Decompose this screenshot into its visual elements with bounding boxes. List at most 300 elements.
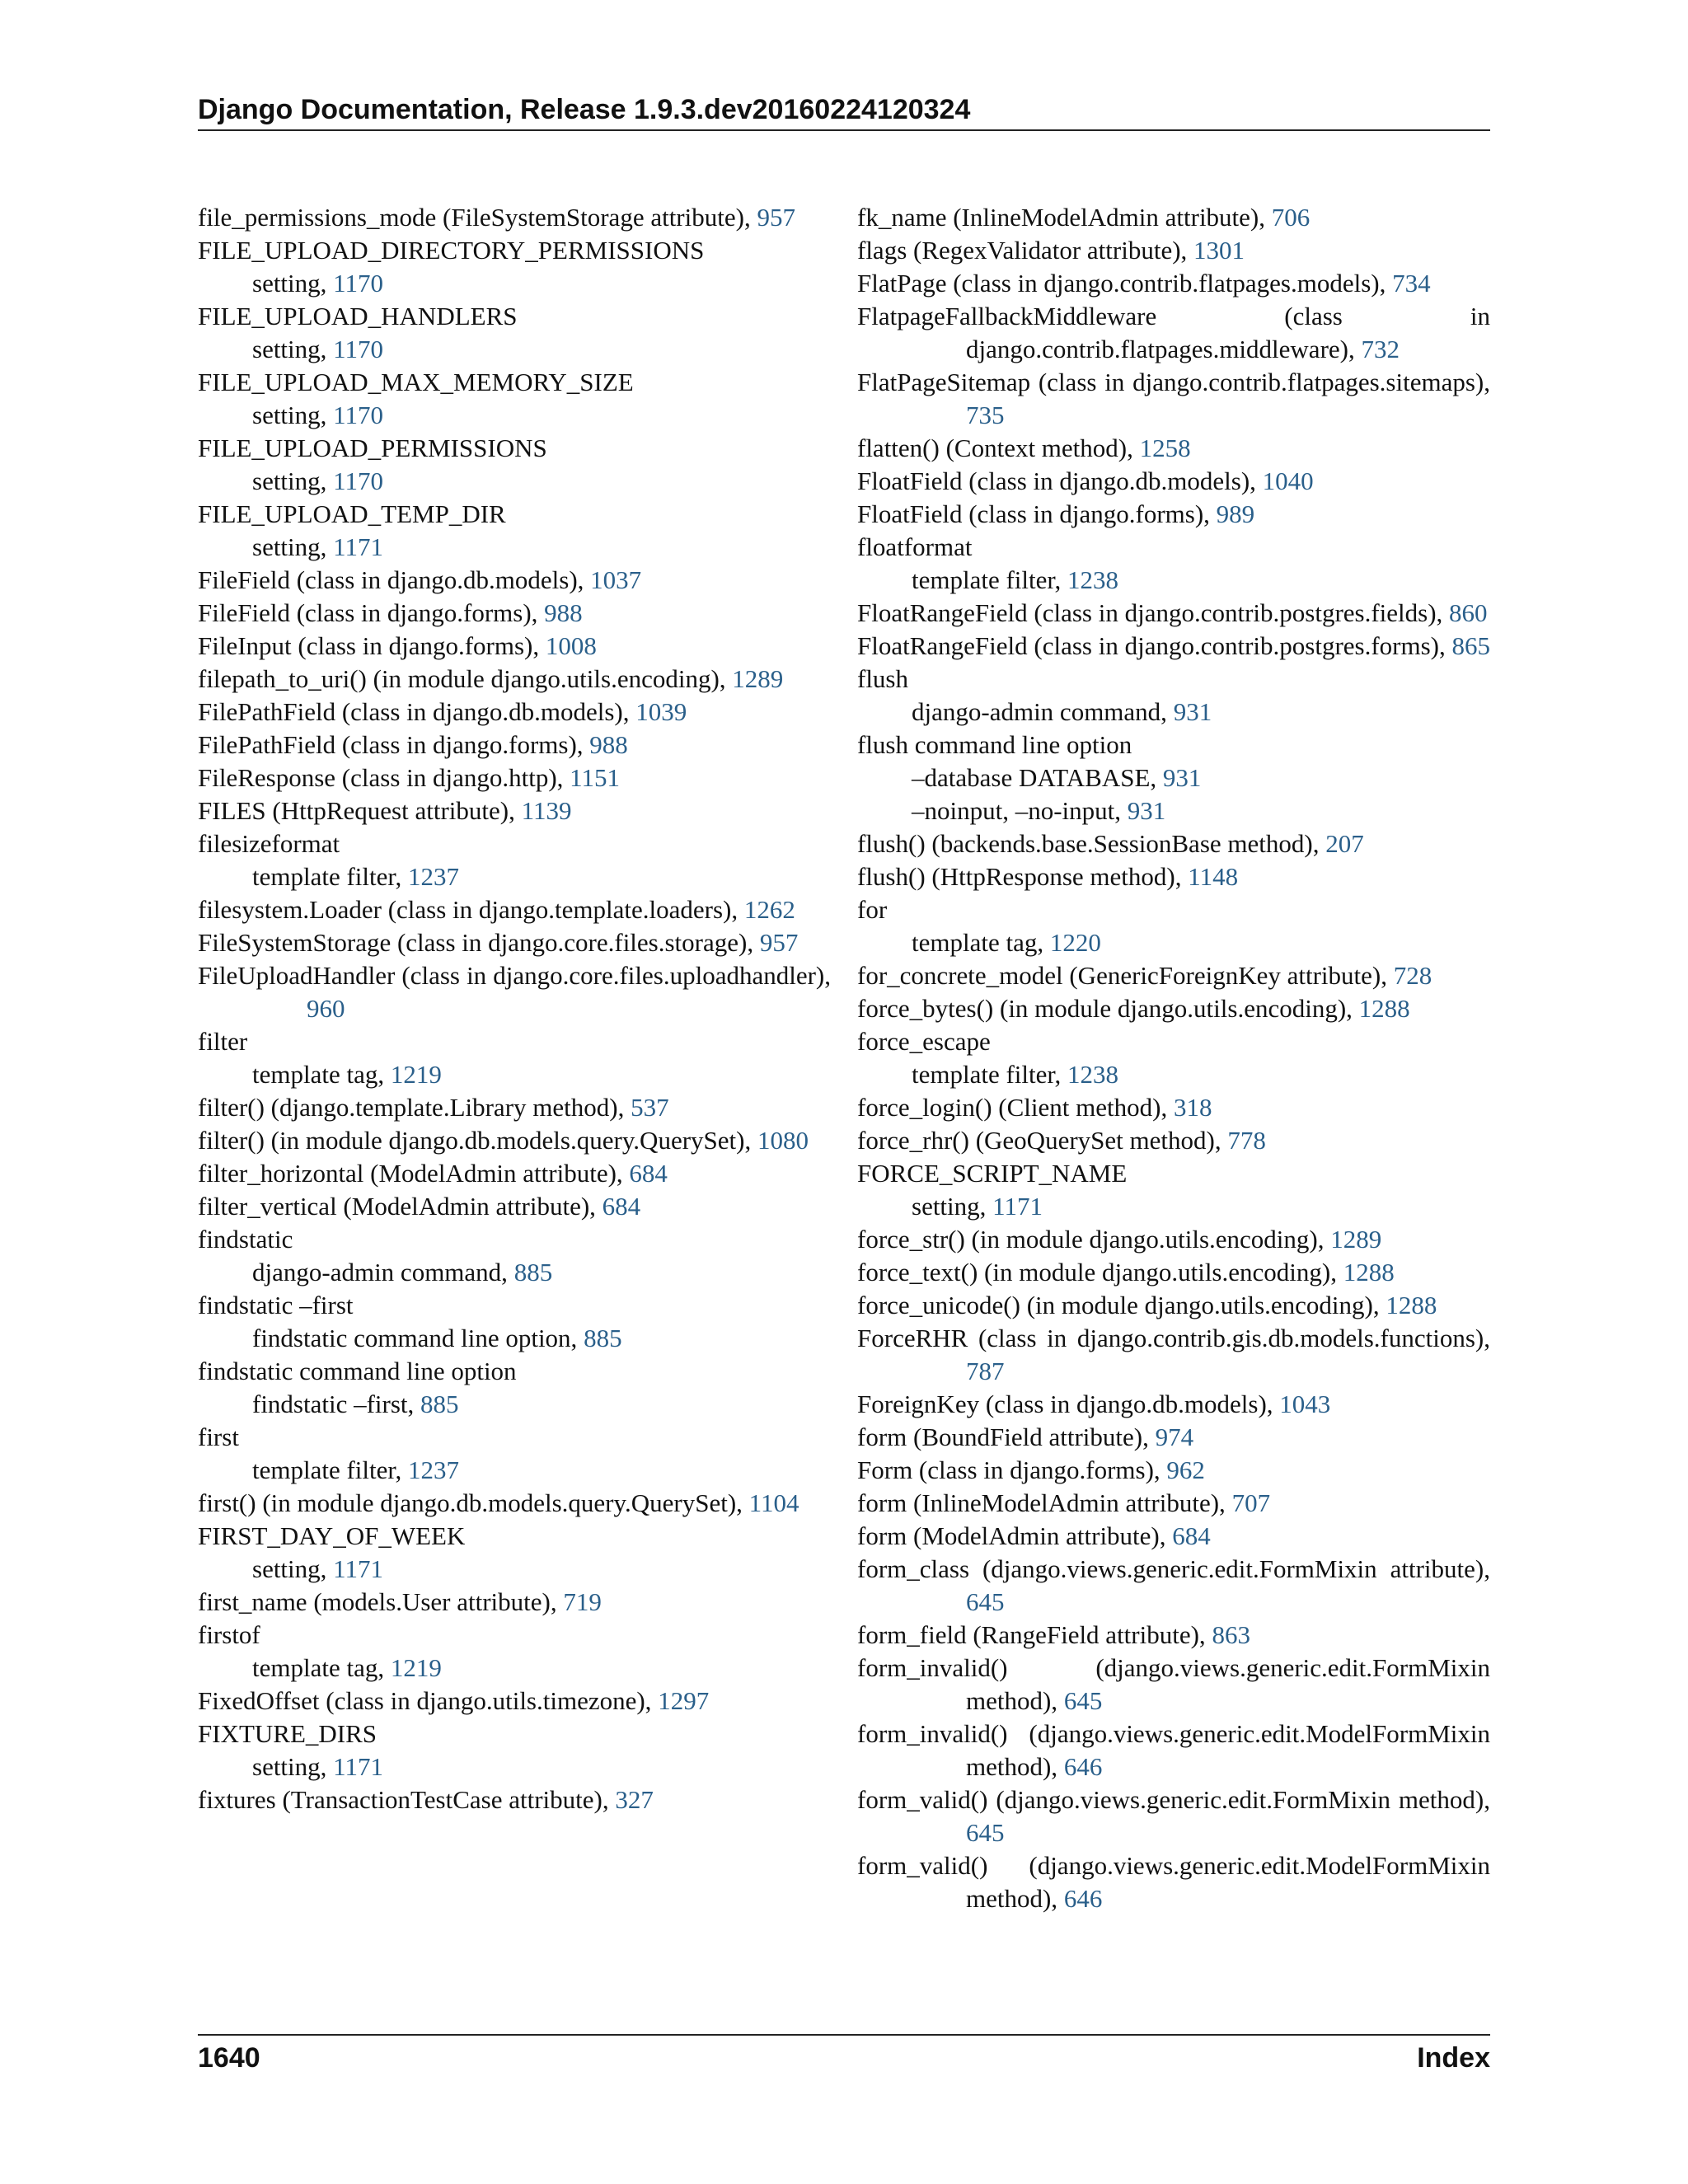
index-term [857, 201, 1490, 234]
index-term-text: form_valid() (django.views.generic.edit.FormMixin method), [857, 1785, 1490, 1814]
index-entry [857, 959, 1490, 992]
index-term [857, 1256, 1490, 1289]
index-term [198, 564, 831, 597]
index-term [857, 1289, 1490, 1322]
index-subentry-text: template tag, [252, 1060, 391, 1089]
index-term [857, 1520, 1490, 1553]
page-link[interactable]: 1238 [1067, 1060, 1118, 1089]
index-term [857, 1849, 1490, 1915]
index-term-text: FILE_UPLOAD_PERMISSIONS [198, 434, 547, 462]
index-entry [857, 1487, 1490, 1520]
page-link[interactable]: 1170 [333, 269, 384, 298]
index-term [198, 1487, 831, 1520]
index-subentry-text: setting, [252, 466, 334, 495]
index-term-text: form_class (django.views.generic.edit.FormMixin attribute), [857, 1554, 1490, 1583]
page-link[interactable]: 1219 [390, 1060, 442, 1089]
index-term [857, 992, 1490, 1025]
index-term-text: FixedOffset (class in django.utils.timezone), [198, 1686, 659, 1715]
index-subentry [198, 1058, 831, 1091]
index-term [857, 663, 1490, 696]
index-term-text: FileUploadHandler (class in django.core.files.uploadhandler), [198, 961, 831, 990]
page-link[interactable]: 885 [420, 1390, 459, 1418]
index-entry [198, 1718, 831, 1783]
index-term [857, 893, 1490, 926]
index-subentry [198, 1256, 831, 1289]
page-link[interactable]: 1170 [333, 466, 384, 495]
page-link[interactable]: 988 [589, 730, 628, 759]
page-number: 1640 [198, 2042, 260, 2074]
index-term [857, 1124, 1490, 1157]
index-term [857, 959, 1490, 992]
page-link[interactable]: 1171 [333, 532, 384, 561]
index-term [857, 531, 1490, 564]
index-entry [198, 794, 831, 827]
index-term-text: filter() (django.template.Library method), [198, 1093, 631, 1122]
index-entry [198, 630, 831, 663]
index-term-text: first [198, 1422, 239, 1451]
index-entry [857, 1718, 1490, 1783]
page-link[interactable]: 1297 [658, 1686, 710, 1715]
index-term-text: form (BoundField attribute), [857, 1422, 1156, 1451]
index-term [857, 1619, 1490, 1652]
page-link[interactable]: 885 [513, 1258, 553, 1286]
page-link[interactable]: 646 [1063, 1884, 1103, 1913]
index-term [198, 1586, 831, 1619]
index-entry [857, 1619, 1490, 1652]
page-link[interactable]: 719 [563, 1587, 602, 1616]
index-entry [857, 1849, 1490, 1915]
index-term-text: form_invalid() (django.views.generic.edit.ModelFormMixin method), [857, 1719, 1490, 1781]
index-term [198, 432, 831, 465]
index-term [857, 1553, 1490, 1619]
index-term [857, 300, 1490, 366]
index-entry [198, 1783, 831, 1816]
page-link[interactable]: 1080 [757, 1126, 809, 1155]
index-term [857, 267, 1490, 300]
index-term [198, 201, 831, 234]
page-link[interactable]: 962 [1166, 1455, 1205, 1484]
page-link[interactable]: 1171 [333, 1752, 384, 1781]
index-subentry-text: –database DATABASE, [912, 763, 1163, 792]
index-term [857, 366, 1490, 432]
index-subentry [857, 1190, 1490, 1223]
index-term-text: fk_name (InlineModelAdmin attribute), [857, 203, 1272, 232]
index-entry [198, 1520, 831, 1586]
header-rule [198, 129, 1490, 131]
index-subentry [857, 762, 1490, 794]
page-link[interactable]: 1289 [732, 664, 784, 693]
page-link[interactable]: 1262 [743, 895, 795, 924]
index-term [198, 1783, 831, 1816]
index-term-text: firstof [198, 1620, 260, 1649]
index-entry [857, 1388, 1490, 1421]
index-entry [198, 432, 831, 498]
index-subentry-text: setting, [252, 401, 334, 429]
index-entry [198, 1223, 831, 1289]
index-entry [857, 1421, 1490, 1454]
index-term [198, 1190, 831, 1223]
index-term [857, 432, 1490, 465]
index-entry [857, 1652, 1490, 1718]
index-entry [857, 729, 1490, 827]
index-term-text: first() (in module django.db.models.query.QuerySet), [198, 1488, 749, 1517]
index-subentry-text: setting, [252, 532, 334, 561]
page-link[interactable]: 684 [1172, 1521, 1211, 1550]
page-link[interactable]: 931 [1173, 697, 1212, 726]
page-link[interactable]: 1037 [590, 565, 642, 594]
index-term [857, 1388, 1490, 1421]
index-term-text: form_valid() (django.views.generic.edit.ModelFormMixin method), [857, 1851, 1490, 1913]
index-entry [198, 959, 831, 1025]
index-entry [198, 1586, 831, 1619]
page-link[interactable]: 706 [1271, 203, 1311, 232]
index-term-text: FILE_UPLOAD_DIRECTORY_PERMISSIONS [198, 236, 705, 265]
index-entry [198, 234, 831, 300]
index-term [857, 1783, 1490, 1849]
index-term [857, 1157, 1490, 1190]
page-link[interactable]: 1237 [407, 1455, 459, 1484]
index-term [198, 498, 831, 531]
index-term-text: ForeignKey (class in django.db.models), [857, 1390, 1280, 1418]
index-term [198, 729, 831, 762]
index-term-text: force_text() (in module django.utils.encoding), [857, 1258, 1343, 1286]
index-entry [857, 597, 1490, 630]
index-term-text: flush() (backends.base.SessionBase method), [857, 829, 1326, 858]
page-link[interactable]: 1289 [1330, 1225, 1382, 1254]
index-entry [198, 498, 831, 564]
index-subentry-text: setting, [252, 269, 334, 298]
index-term [198, 234, 831, 267]
page-link[interactable]: 1043 [1279, 1390, 1331, 1418]
page-link[interactable]: 318 [1173, 1093, 1212, 1122]
index-term-text: flatten() (Context method), [857, 434, 1140, 462]
index-term [198, 959, 831, 1025]
page-link[interactable]: 732 [1361, 335, 1400, 363]
index-term [198, 1091, 831, 1124]
index-term-text: force_login() (Client method), [857, 1093, 1174, 1122]
page-link[interactable]: 1288 [1386, 1291, 1437, 1319]
index-term-text: FloatRangeField (class in django.contrib.postgres.fields), [857, 598, 1450, 627]
index-entry [857, 1520, 1490, 1553]
index-entry [857, 465, 1490, 498]
index-subentry [198, 1454, 831, 1487]
index-term-text: form_field (RangeField attribute), [857, 1620, 1212, 1649]
index-entry [857, 1091, 1490, 1124]
page-link[interactable]: 1219 [390, 1653, 442, 1682]
page-link[interactable]: 957 [757, 203, 795, 232]
index-entry [198, 729, 831, 762]
page-link[interactable]: 1288 [1343, 1258, 1395, 1286]
index-subentry [198, 1750, 831, 1783]
index-term-text: FilePathField (class in django.forms), [198, 730, 590, 759]
index-term-text: file_permissions_mode (FileSystemStorage attribute), [198, 203, 757, 232]
index-term-text: findstatic –first [198, 1291, 354, 1319]
index-entry [198, 762, 831, 794]
index-term-text: FloatField (class in django.forms), [857, 499, 1217, 528]
index-term-text: force_unicode() (in module django.utils.encoding), [857, 1291, 1386, 1319]
index-entry [857, 531, 1490, 597]
index-entry [198, 827, 831, 893]
index-entry [857, 234, 1490, 267]
index-term [857, 1454, 1490, 1487]
index-term [198, 1289, 831, 1322]
index-entry [857, 1025, 1490, 1091]
index-subentry-text: template tag, [912, 928, 1050, 957]
index-subentry [198, 267, 831, 300]
index-term [857, 597, 1490, 630]
index-term [198, 1223, 831, 1256]
page-link[interactable]: 684 [629, 1159, 668, 1188]
page-link[interactable]: 885 [584, 1324, 622, 1352]
index-entry [857, 1124, 1490, 1157]
page-link[interactable]: 1151 [570, 763, 621, 792]
index-entry [198, 1157, 831, 1190]
index-entry [198, 564, 831, 597]
page-link[interactable]: 1171 [333, 1554, 384, 1583]
page-link[interactable]: 1039 [635, 697, 687, 726]
page-link[interactable]: 931 [1127, 796, 1166, 825]
index-subentry [198, 1388, 831, 1421]
page-link[interactable]: 860 [1449, 598, 1488, 627]
page-link[interactable]: 960 [307, 994, 345, 1023]
index-term-text: findstatic [198, 1225, 293, 1254]
index-term-text: FILE_UPLOAD_MAX_MEMORY_SIZE [198, 368, 634, 396]
index-subentry-text: template filter, [252, 1455, 408, 1484]
index-term-text: FIRST_DAY_OF_WEEK [198, 1521, 466, 1550]
page-link[interactable]: 684 [602, 1192, 641, 1221]
index-term [198, 366, 831, 399]
index-term-text: FileField (class in django.forms), [198, 598, 545, 627]
page-link[interactable]: 1148 [1188, 862, 1239, 891]
page-link[interactable]: 734 [1392, 269, 1431, 298]
page-link[interactable]: 1301 [1193, 236, 1245, 265]
page-link[interactable]: 1008 [545, 631, 597, 660]
index-term-text: force_escape [857, 1027, 991, 1056]
index-subentry-text: setting, [252, 335, 334, 363]
index-subentry [857, 794, 1490, 827]
index-entry [857, 1783, 1490, 1849]
index-subentry-text: template filter, [252, 862, 408, 891]
index-column-left [198, 201, 831, 1816]
index-subentry [198, 399, 831, 432]
page-link[interactable]: 537 [631, 1093, 669, 1122]
page-link[interactable]: 1139 [521, 796, 572, 825]
index-subentry-text: template filter, [912, 1060, 1067, 1089]
index-entry [857, 366, 1490, 432]
index-subentry [198, 465, 831, 498]
page-link[interactable]: 1040 [1262, 466, 1314, 495]
index-term-text: FilePathField (class in django.db.models), [198, 697, 636, 726]
index-subentry [198, 333, 831, 366]
index-term-text: form (InlineModelAdmin attribute), [857, 1488, 1232, 1517]
index-entry [198, 696, 831, 729]
index-entry [198, 300, 831, 366]
page-link[interactable]: 787 [966, 1357, 1005, 1385]
index-term-text: filesystem.Loader (class in django.template.loaders), [198, 895, 744, 924]
index-entry [198, 1091, 831, 1124]
index-subentry-text: setting, [252, 1554, 334, 1583]
index-entry [198, 1487, 831, 1520]
page-link[interactable]: 1104 [748, 1488, 799, 1517]
index-term-text: for [857, 895, 888, 924]
page-link[interactable]: 1220 [1049, 928, 1101, 957]
index-term-text: force_bytes() (in module django.utils.encoding), [857, 994, 1359, 1023]
index-term-text: filepath_to_uri() (in module django.utils.encoding), [198, 664, 733, 693]
page-link[interactable]: 988 [544, 598, 583, 627]
page-link[interactable]: 1258 [1139, 434, 1191, 462]
index-term [857, 234, 1490, 267]
index-subentry-text: template tag, [252, 1653, 391, 1682]
index-term [857, 498, 1490, 531]
page-link[interactable]: 735 [966, 401, 1005, 429]
index-entry [857, 1256, 1490, 1289]
index-subentry [198, 1322, 831, 1355]
index-term-text: FlatpageFallbackMiddleware (class in django.contrib.flatpages.middleware), [857, 302, 1490, 363]
index-term [857, 1718, 1490, 1783]
index-term [857, 1223, 1490, 1256]
index-term-text: FlatPage (class in django.contrib.flatpages.models), [857, 269, 1393, 298]
index-entry [198, 366, 831, 432]
index-term [857, 1652, 1490, 1718]
page-link[interactable]: 707 [1231, 1488, 1271, 1517]
index-term [198, 1355, 831, 1388]
index-term [198, 926, 831, 959]
page-link[interactable]: 931 [1162, 763, 1202, 792]
page-link[interactable]: 327 [615, 1785, 654, 1814]
page-link[interactable]: 1171 [992, 1192, 1043, 1221]
index-term-text: form (ModelAdmin attribute), [857, 1521, 1173, 1550]
page-link[interactable]: 974 [1155, 1422, 1194, 1451]
index-subentry [857, 1058, 1490, 1091]
index-term-text: form_invalid() (django.views.generic.edit.FormMixin method), [857, 1653, 1490, 1715]
index-entry [198, 1421, 831, 1487]
index-entry [857, 1289, 1490, 1322]
index-term-text: floatformat [857, 532, 973, 561]
index-term-text: flush command line option [857, 730, 1132, 759]
index-term-text: force_str() (in module django.utils.encoding), [857, 1225, 1331, 1254]
page-link[interactable]: 645 [1063, 1686, 1103, 1715]
index-entry [857, 893, 1490, 959]
index-subentry-text: setting, [912, 1192, 993, 1221]
index-entry [198, 663, 831, 696]
section-name: Index [1417, 2042, 1490, 2074]
index-term [198, 630, 831, 663]
page-link[interactable]: 1170 [333, 335, 384, 363]
index-term-text: flush() (HttpResponse method), [857, 862, 1189, 891]
index-term-text: FloatRangeField (class in django.contrib.postgres.forms), [857, 631, 1452, 660]
index-entry [198, 893, 831, 926]
index-entry [198, 1619, 831, 1685]
index-term [857, 1421, 1490, 1454]
index-term [857, 1091, 1490, 1124]
page-link[interactable]: 207 [1325, 829, 1364, 858]
index-subentry-text: django-admin command, [252, 1258, 514, 1286]
index-subentry [198, 1652, 831, 1685]
index-term-text: first_name (models.User attribute), [198, 1587, 564, 1616]
index-term [198, 1157, 831, 1190]
index-term-text: ForceRHR (class in django.contrib.gis.db.models.functions), [857, 1324, 1490, 1352]
index-entry [857, 498, 1490, 531]
index-term [198, 1025, 831, 1058]
index-term-text: FileInput (class in django.forms), [198, 631, 546, 660]
index-term-text: filter_vertical (ModelAdmin attribute), [198, 1192, 603, 1221]
page-link[interactable]: 646 [1063, 1752, 1103, 1781]
page-link[interactable]: 645 [966, 1818, 1005, 1847]
index-column-right [857, 201, 1490, 1915]
index-entry [198, 926, 831, 959]
index-entry [857, 267, 1490, 300]
index-term-text: filter [198, 1027, 248, 1056]
index-subentry [857, 926, 1490, 959]
page-link[interactable]: 778 [1227, 1126, 1266, 1155]
index-term [857, 1487, 1490, 1520]
index-term [198, 597, 831, 630]
index-subentry-text: findstatic –first, [252, 1390, 421, 1418]
index-subentry [198, 531, 831, 564]
index-subentry-text: –noinput, –no-input, [912, 796, 1128, 825]
index-entry [857, 1454, 1490, 1487]
index-term-text: FORCE_SCRIPT_NAME [857, 1159, 1128, 1188]
index-term-text: flags (RegexValidator attribute), [857, 236, 1194, 265]
index-term-text: flush [857, 664, 908, 693]
index-entry [198, 1190, 831, 1223]
index-term [198, 794, 831, 827]
page-link[interactable]: 863 [1212, 1620, 1250, 1649]
index-term [198, 762, 831, 794]
index-term [198, 1718, 831, 1750]
page-link[interactable]: 728 [1393, 961, 1432, 990]
index-term [198, 1685, 831, 1718]
index-term-text: FILES (HttpRequest attribute), [198, 796, 522, 825]
index-subentry-text: template filter, [912, 565, 1067, 594]
index-entry [857, 992, 1490, 1025]
index-entry [857, 1223, 1490, 1256]
page-footer [198, 2041, 1490, 2075]
page-link[interactable]: 989 [1216, 499, 1255, 528]
page-link[interactable]: 865 [1451, 631, 1490, 660]
index-term-text: findstatic command line option [198, 1357, 517, 1385]
index-term-text: FILE_UPLOAD_TEMP_DIR [198, 499, 506, 528]
index-subentry-text: django-admin command, [912, 697, 1174, 726]
index-term [198, 696, 831, 729]
index-subentry-text: findstatic command line option, [252, 1324, 584, 1352]
index-entry [198, 1025, 831, 1091]
page-header: Django Documentation, Release 1.9.3.dev20160224120324 [198, 94, 971, 125]
index-term [198, 1520, 831, 1553]
page-link[interactable]: 645 [966, 1587, 1005, 1616]
index-entry [198, 201, 831, 234]
index-term [198, 893, 831, 926]
index-term-text: FlatPageSitemap (class in django.contrib.flatpages.sitemaps), [857, 368, 1490, 396]
index-term [198, 1619, 831, 1652]
index-term-text: FIXTURE_DIRS [198, 1719, 377, 1748]
page-link[interactable]: 1238 [1067, 565, 1118, 594]
page-link[interactable]: 1237 [407, 862, 459, 891]
page-link[interactable]: 1288 [1358, 994, 1410, 1023]
index-term-text: FileSystemStorage (class in django.core.files.storage), [198, 928, 760, 957]
page-link[interactable]: 957 [759, 928, 799, 957]
page-link[interactable]: 1170 [333, 401, 384, 429]
index-term [198, 827, 831, 860]
index-entry [857, 827, 1490, 860]
index-term [198, 1421, 831, 1454]
index-subentry [857, 696, 1490, 729]
index-entry [857, 300, 1490, 366]
index-entry [857, 432, 1490, 465]
index-entry [857, 1157, 1490, 1223]
index-term [857, 827, 1490, 860]
index-term [857, 465, 1490, 498]
